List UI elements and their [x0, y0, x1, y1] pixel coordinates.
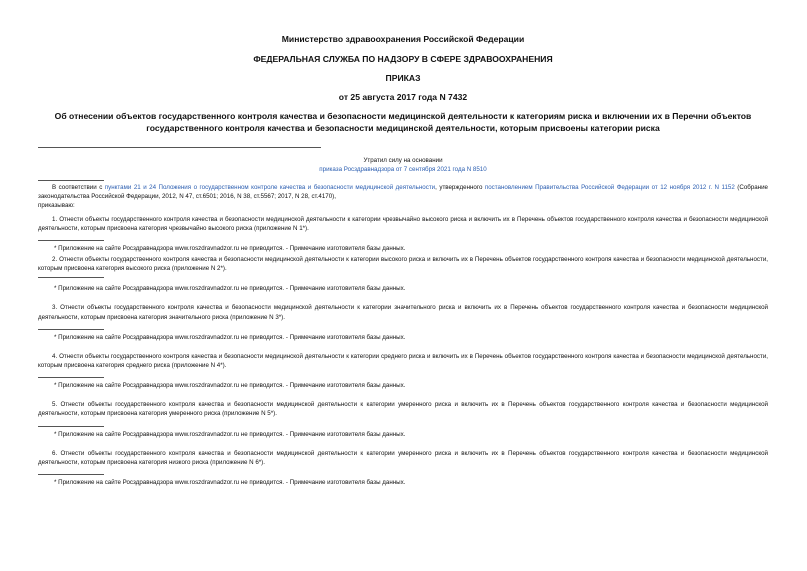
footnote-divider-5: [38, 426, 104, 427]
preamble-text-2: , утвержденного: [435, 184, 485, 191]
document-title: Об отнесении объектов государственного контроля качества и безопасности медицинской деятельности к категориям риска и включении их в Перечни объектов государственного контроля качества и безопасности медицинской деятельности, которым присвоены категории риска: [54, 111, 752, 133]
order-item-4: 4. Отнести объекты государственного контроля качества и безопасности медицинской деятельности к категории среднего риска и включить их в Перечень объектов государственного контроля качества и безопасности медицинской деятельности, которым присвоена категория среднего риска (приложение N 4*).: [38, 352, 768, 370]
preamble-text-3: (Собрание законодательства Российской Федерации, 2012, N 47, ст.6501; 2016, N 38, ст.5567; 2017, N 28, ст.4170),: [38, 184, 768, 201]
link-regulation-points[interactable]: пунктами 21 и 24 Положения о государственном контроле качества и безопасности медицинской деятельности: [104, 184, 436, 191]
footnote-divider-2: [38, 277, 104, 278]
status-note: [38, 156, 768, 174]
footnote-4: * Приложение на сайте Росздравнадзора www.roszdravnadzor.ru не приводится. - Примечание изготовителя базы данных.: [54, 382, 406, 390]
footnote-divider-4: [38, 377, 104, 378]
document-date-number: от 25 августа 2017 года N 7432: [338, 92, 468, 102]
footnote-divider-3: [38, 329, 104, 330]
ministry-name: Министерство здравоохранения Российской Федерации: [281, 34, 525, 44]
header-divider: [38, 147, 321, 148]
status-link-repeal-order[interactable]: приказа Росздравнадзора от 7 сентября 2021 года N 8510: [319, 166, 487, 173]
footnote-6: * Приложение на сайте Росздравнадзора www.roszdravnadzor.ru не приводится. - Примечание изготовителя базы данных.: [54, 479, 406, 487]
document-type: ПРИКАЗ: [385, 73, 421, 83]
order-item-2: 2. Отнести объекты государственного контроля качества и безопасности медицинской деятельности к категории высокого риска и включить их в Перечень объектов государственного контроля качества и безопасности медицинской деятельности, которым присвоена категория высокого риска (приложение N 2*).: [38, 256, 768, 273]
preamble-text-1: В соответствии с: [52, 184, 105, 191]
footnote-5: * Приложение на сайте Росздравнадзора www.roszdravnadzor.ru не приводится. - Примечание изготовителя базы данных.: [54, 430, 406, 438]
document-page: [38, 34, 768, 487]
status-line-1: Утратил силу на основании: [363, 157, 443, 164]
order-word: приказываю:: [38, 202, 75, 210]
order-item-6: 6. Отнести объекты государственного контроля качества и безопасности медицинской деятельности к категории умеренного риска и включить их в Перечень объектов государственного контроля качества и безопасности медицинской деятельности, которым присвоена категория низкого риска (приложение N 6*).: [38, 449, 768, 466]
preamble-divider: [38, 180, 104, 181]
order-item-3: 3. Отнести объекты государственного контроля качества и безопасности медицинской деятельности к категории значительного риска и включить их в Перечень объектов государственного контроля качества и безопасности медицинской деятельности, которым присвоена категория значительного риска (приложение N 3*).: [38, 304, 768, 321]
service-name: ФЕДЕРАЛЬНАЯ СЛУЖБА ПО НАДЗОРУ В СФЕРЕ ЗДРАВООХРАНЕНИЯ: [253, 54, 553, 64]
preamble-paragraph: [38, 183, 768, 201]
footnote-3: * Приложение на сайте Росздравнадзора www.roszdravnadzor.ru не приводится. - Примечание изготовителя базы данных.: [54, 333, 406, 341]
link-government-decree[interactable]: постановлением Правительства Российской Федерации от 12 ноября 2012 г. N 1152: [484, 184, 735, 191]
footnote-divider-6: [38, 474, 104, 475]
order-item-5: 5. Отнести объекты государственного контроля качества и безопасности медицинской деятельности к категории умеренного риска и включить их в Перечень объектов государственного контроля качества и безопасности медицинской деятельности, которым присвоена категория умеренного риска (приложение N 5*).: [38, 401, 768, 418]
order-item-1: 1. Отнести объекты государственного контроля качества и безопасности медицинской деятельности к категории чрезвычайно высокого риска и включить их в Перечень объектов государственного контроля качества и безопасности медицинской деятельности, которым присвоена категория чрезвычайно высокого риска (приложение N 1*).: [38, 215, 768, 232]
footnote-divider-1: [38, 240, 104, 241]
footnote-2: * Приложение на сайте Росздравнадзора www.roszdravnadzor.ru не приводится. - Примечание изготовителя базы данных.: [54, 285, 406, 293]
footnote-1: * Приложение на сайте Росздравнадзора www.roszdravnadzor.ru не приводится. - Примечание изготовителя базы данных.: [54, 245, 406, 253]
